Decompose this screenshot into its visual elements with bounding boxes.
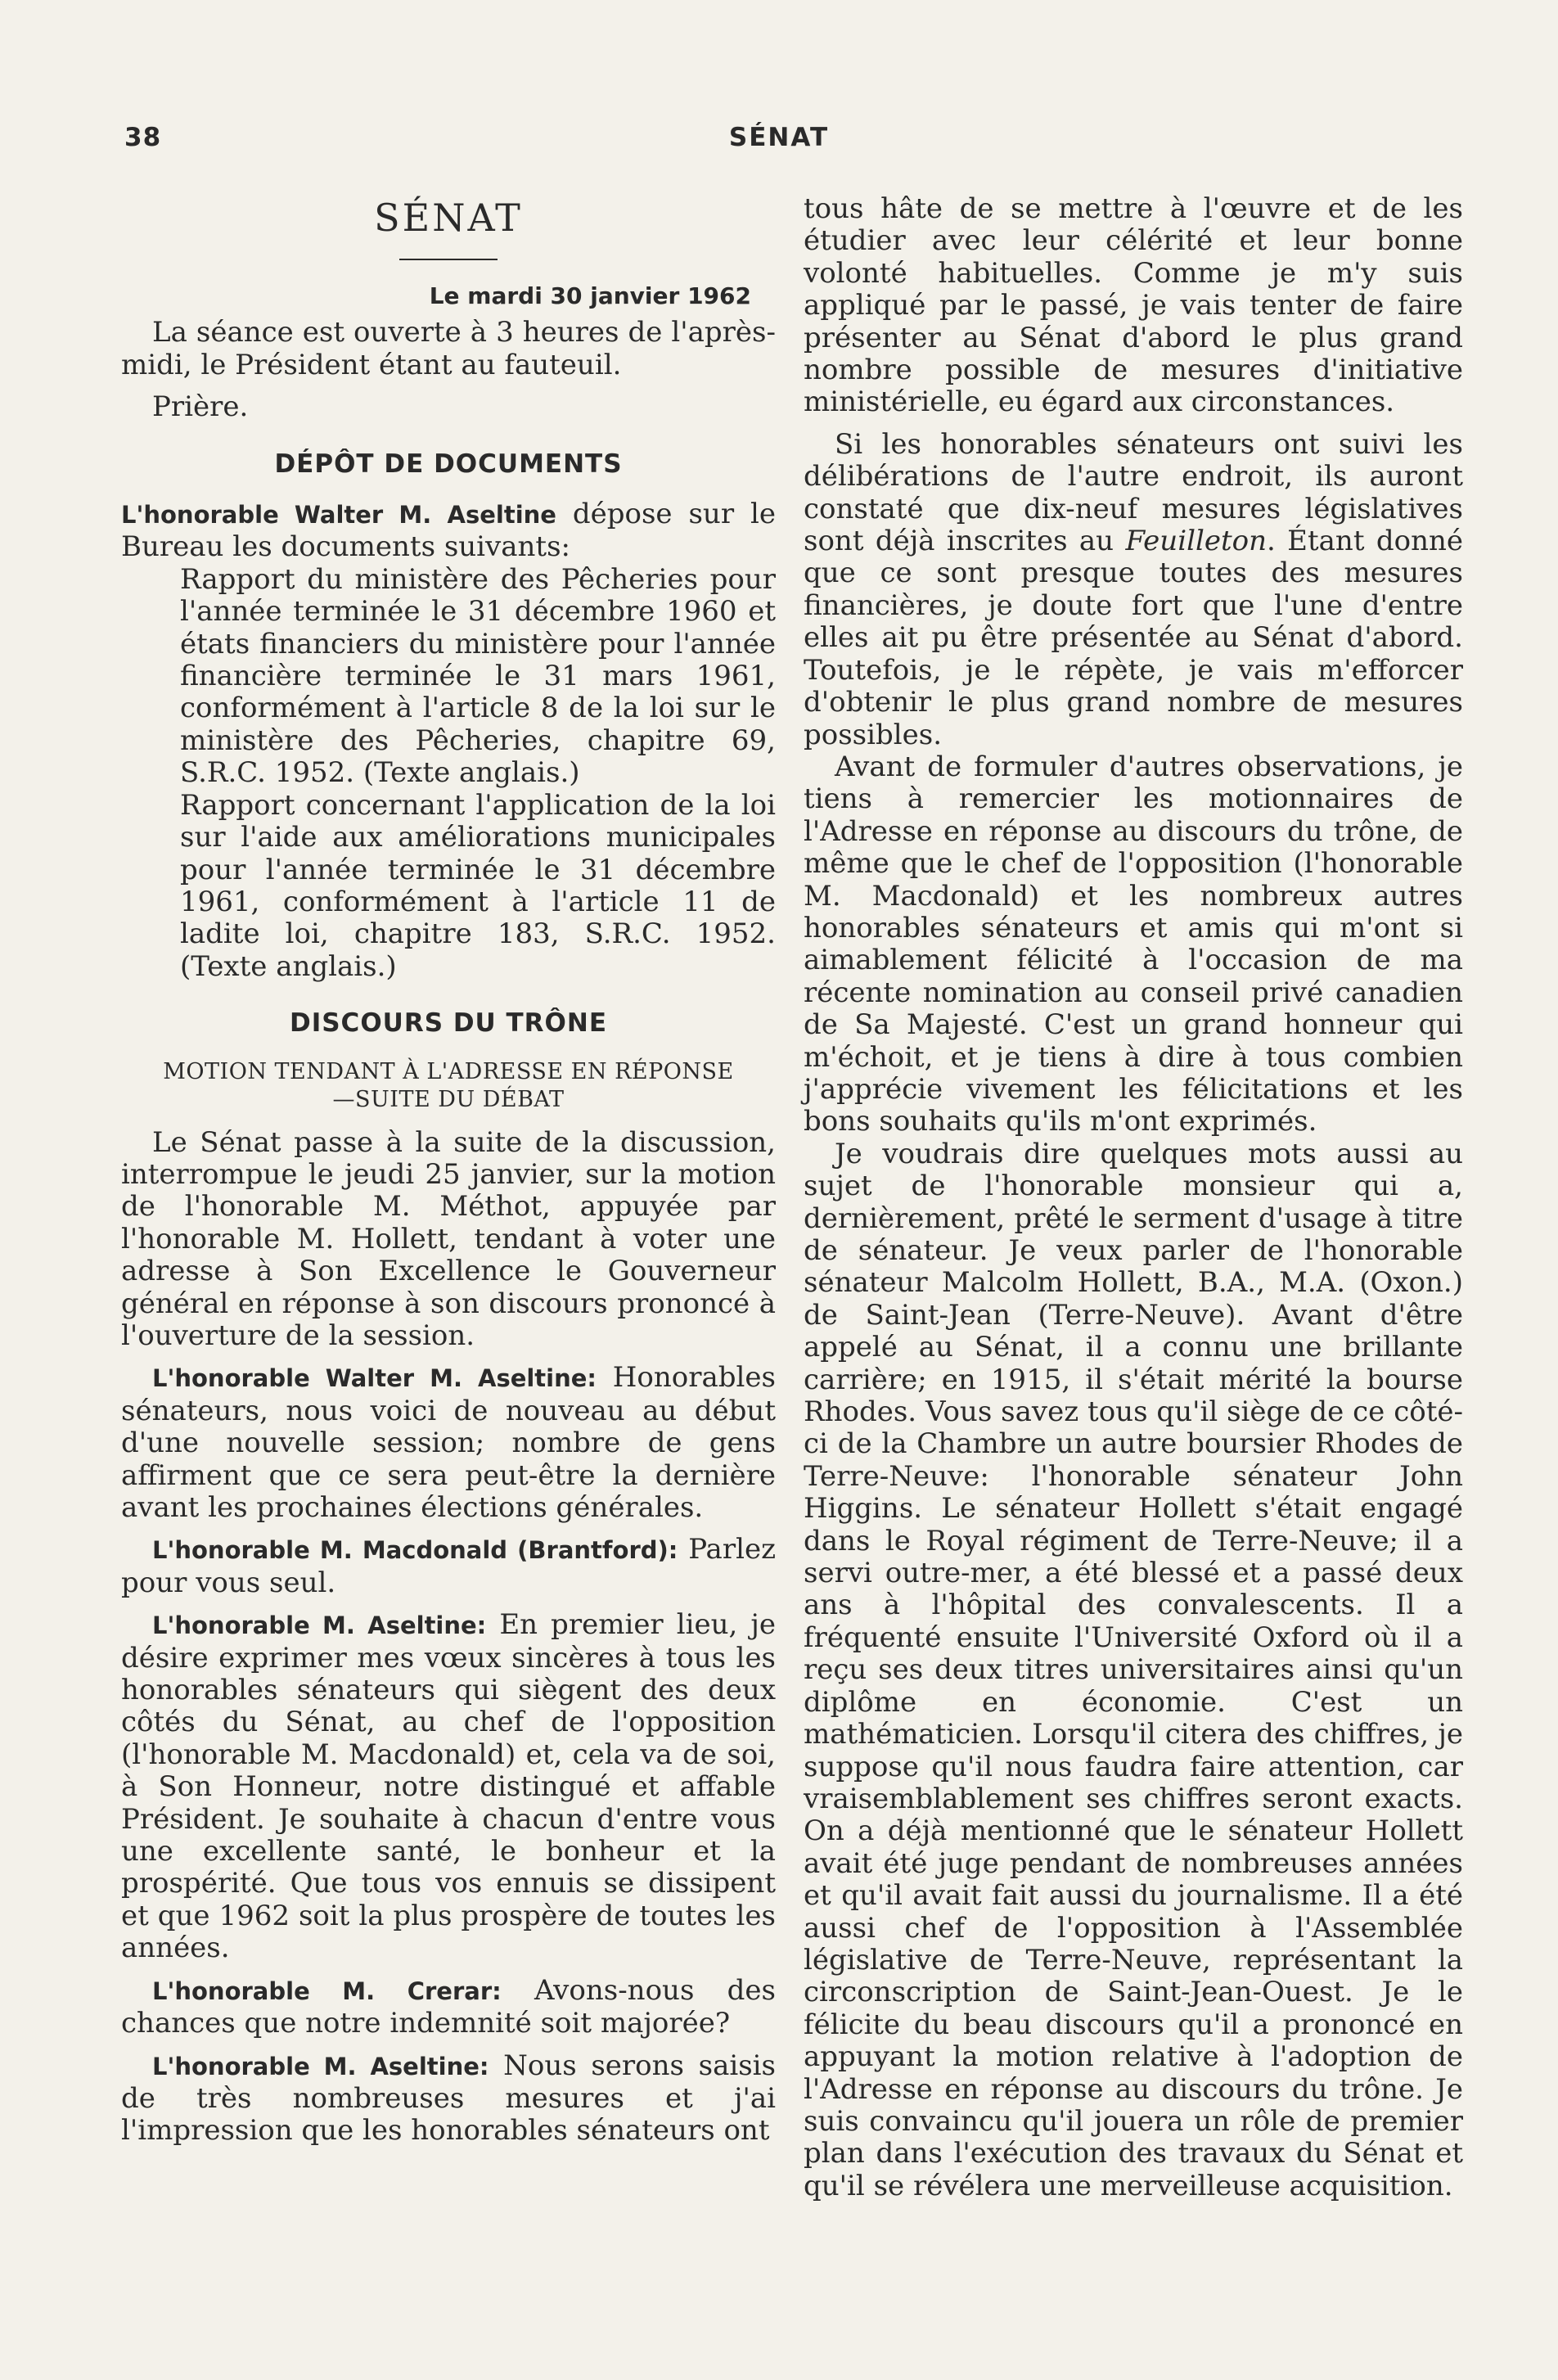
document-item: Rapport du ministère des Pêcheries pour l'année terminée le 31 décembre 1960 et états financiers du ministère pour l'année financière terminée le 31 mars 1961, conformément à l'article 8 de la loi sur le ministère des Pêcheries, chapitre 69, S.R.C. 1952. (Texte anglais.) (180, 562, 776, 790)
paragraph-text: Nous serons saisis de très nombreuses mesures et j'ai l'impression que les honorables sénateurs ont (121, 2049, 776, 2148)
subheading-line: MOTION TENDANT À L'ADRESSE EN RÉPONSE (163, 1058, 734, 1084)
paragraph-remerciements: Avant de formuler d'autres observations, je tiens à remercier les motionnaires de l'Adresse en réponse au discours du trône, de même que le chef de l'opposition (l'honorable M. Macdonald) et les nombreux autres honorables sénateurs et amis qui m'ont si aimablement félicité à l'occasion de ma récente nomination au conseil privé canadien de Sa Majesté. C'est un grand honneur qui m'échoit, et je tiens à dire à tous combien j'apprécie vivement les félicitations et les bons souhaits qu'ils m'ont exprimés. (804, 750, 1463, 1138)
section-title: SÉNAT (374, 196, 523, 240)
opening-paragraph: La séance est ouverte à 3 heures de l'après-midi, le Président étant au fauteuil. (121, 316, 776, 381)
heading-depot-documents: DÉPÔT DE DOCUMENTS (274, 449, 623, 479)
paragraph-text: . Étant donné que ce sont presque toutes des mesures financières, je doute fort que l'une d'entre elles ait pu être présentée au Sénat d'abord. Toutefois, je le répète, je vais m'efforcer d'obtenir le plus grand nombre de mesures possibles. (804, 525, 1463, 751)
paragraph-hollett: Je voudrais dire quelques mots aussi au sujet de l'honorable monsieur qui a, dernièrement, prêté le serment d'usage à titre de sénateur. Je veux parler de l'honorable sénateur Malcolm Hollett, B.A., M.A. (Oxon.) de Saint-Jean (Terre-Neuve). Avant d'être appelé au Sénat, il a connu une brillante carrière; en 1915, il s'était mérité la bourse Rhodes. Vous savez tous qu'il siège de ce côté-ci de la Chambre un autre boursier Rhodes de Terre-Neuve: l'honorable sénateur John Higgins. Le sénateur Hollett s'était engagé dans le Royal régiment de Terre-Neuve; il a servi outre-mer, a été blessé et a passé deux ans à l'hôpital des convalescents. Il a fréquenté ensuite l'Université Oxford où il a reçu ses deux titres universitaires ainsi qu'un diplôme en économie. C'est un mathématicien. Lorsqu'il citera des chiffres, je suppose qu'il nous faudra faire attention, car vraisemblablement ses chiffres seront exacts. On a déjà mentionné que le sénateur Hollett avait été juge pendant de nombreuses années et qu'il avait fait aussi du journalisme. Il a été aussi chef de l'opposition à l'Assemblée législative de Terre-Neuve, représentant la circonscription de Saint-Jean-Ouest. Je le félicite du beau discours qu'il a prononcé en appuyant la motion relative à l'adoption de l'Adresse en réponse au discours du trône. Je suis convaincu qu'il jouera un rôle de premier plan dans l'exécution des travaux du Sénat et qu'il se révélera une merveilleuse acquisition. (804, 1137, 1463, 2202)
subheading-line: —SUITE DU DÉBAT (332, 1086, 565, 1112)
paragraph-aseltine-2 (121, 1609, 776, 1964)
paragraph-text: Parlez pour vous seul. (121, 1533, 776, 1599)
paragraph-text: Avons-nous des chances que notre indemnité soit majorée? (121, 1973, 776, 2040)
speaker-name: L'honorable M. Crerar: (152, 1977, 502, 2005)
paragraph-text: dépose sur le Bureau les documents suivants: (121, 498, 776, 564)
paragraph-text: Si les honorables sénateurs ont suivi les délibérations de l'autre endroit, ils auront constaté que dix-neuf mesures législatives sont déjà inscrites au (804, 427, 1463, 558)
speaker-name: L'honorable Walter M. Aseltine: (152, 1364, 597, 1393)
speaker-name: L'honorable Walter M. Aseltine (121, 501, 556, 530)
right-column (804, 193, 1463, 2202)
paragraph-aseltine-3 (121, 2050, 776, 2148)
paragraph-aseltine-1 (121, 1362, 776, 1524)
speaker-name: L'honorable M. Aseltine: (152, 1611, 487, 1640)
prayer-line: Prière. (152, 390, 249, 424)
paragraph-crerar (121, 1975, 776, 2040)
paragraph-text: En premier lieu, je désire exprimer mes vœux sincères à tous les honorables sénateurs qui siègent des deux côtés du Sénat, au chef de l'opposition (l'honorable M. Macdonald) et, cela va de soi, à Son Honneur, notre distingué et affable Président. Je souhaite à chacun d'entre vous une excellente santé, le bonheur et la prospérité. Que tous vos ennuis se dissipent et que 1962 soit la plus prospère de toutes les années. (121, 1608, 776, 1965)
paragraph-continuation: tous hâte de se mettre à l'œuvre et de les étudier avec leur célérité et leur bonne volonté habituelles. Comme je m'y suis appliqué par le passé, je vais tenter de faire présenter au Sénat d'abord le plus grand nombre possible de mesures d'initiative ministérielle, eu égard aux circonstances. (804, 192, 1463, 419)
heading-discours-trone: DISCOURS DU TRÔNE (289, 1008, 608, 1039)
paragraph-text: Honorables sénateurs, nous voici de nouveau au début d'une nouvelle session; nombre de gens affirment que ce sera peut-être la dernière avant les prochaines élections générales. (121, 1361, 776, 1524)
document-item: Rapport concernant l'application de la loi sur l'aide aux améliorations municipales pour l'année terminée le 31 décembre 1961, conformément à l'article 11 de ladite loi, chapitre 183, S.R.C. 1952. (Texte anglais.) (180, 788, 776, 983)
sitting-date: Le mardi 30 janvier 1962 (429, 282, 751, 309)
left-column (121, 193, 776, 2148)
paragraph-depot (121, 498, 776, 564)
speaker-name: L'honorable M. Aseltine: (152, 2052, 489, 2080)
speaker-name: L'honorable M. Macdonald (Brantford): (152, 1536, 678, 1565)
page-number: 38 (124, 123, 162, 152)
paragraph-macdonald (121, 1534, 776, 1599)
paragraph-feuilleton (804, 429, 1463, 751)
document-list (121, 564, 776, 983)
title-rule (399, 259, 498, 260)
paragraph-debate-resume: Le Sénat passe à la suite de la discussion, interrompue le jeudi 25 janvier, sur la motion de l'honorable M. Méthot, appuyée par l'honorable M. Hollett, tendant à voter une adresse à Son Excellence le Gouverneur général en réponse à son discours prononcé à l'ouverture de la session. (121, 1125, 776, 1352)
subheading-motion (121, 1058, 776, 1114)
running-header: SÉNAT (728, 123, 830, 152)
italic-text: Feuilleton (1125, 525, 1267, 558)
